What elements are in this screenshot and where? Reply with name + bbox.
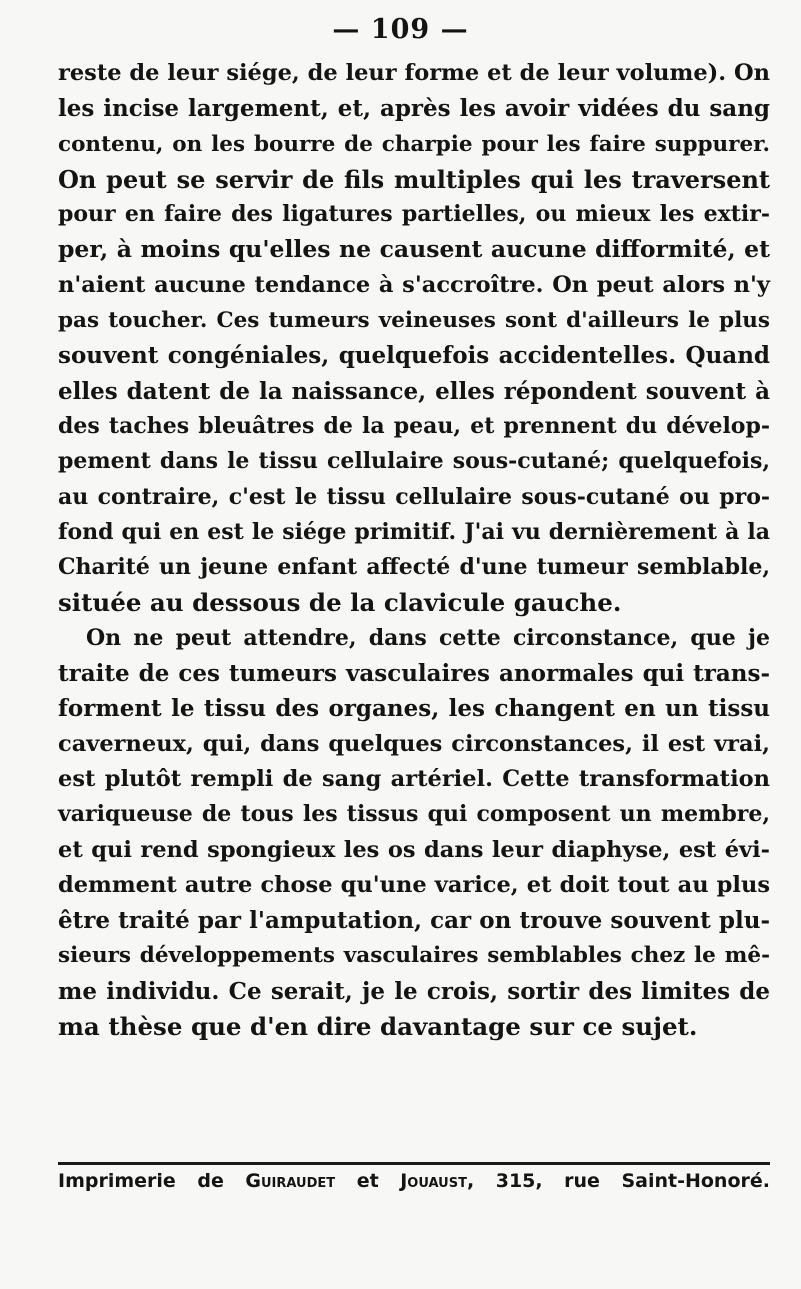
body-text (58, 56, 770, 1044)
text-line: Charité un jeune enfant affecté d'une tumeur semblable, (58, 554, 770, 581)
imprint-address: 315, rue Saint-Honoré. (495, 1170, 770, 1192)
text-line: sieurs développements vasculaires semblables chez le mê- (58, 943, 770, 969)
text-line: pement dans le tissu cellulaire sous-cutané; quelquefois, (58, 448, 770, 475)
text-line: des taches bleuâtres de la peau, et prennent du dévelop- (58, 412, 770, 439)
text-line: On ne peut attendre, dans cette circonstance, que je (86, 624, 770, 651)
text-line: pour en faire des ligatures partielles, ou mieux les extir- (58, 201, 770, 228)
page-number: — 109 — (332, 14, 469, 45)
text-line: les incise largement, et, après les avoir vidées du sang (58, 95, 770, 123)
text-line: per, à moins qu'elles ne causent aucune difformité, et (58, 235, 770, 264)
imprint-printer-1: Guiraudet (245, 1170, 336, 1192)
text-line: elles datent de la naissance, elles répondent souvent à (58, 377, 770, 405)
text-line: forment le tissu des organes, les changent en un tissu (58, 695, 770, 723)
text-line: caverneux, qui, dans quelques circonstances, il est vrai, (58, 730, 770, 757)
text-line: contenu, on les bourre de charpie pour les faire suppurer. (58, 131, 770, 157)
imprint-printer-2: Jouaust, (400, 1170, 475, 1192)
text-line: est plutôt rempli de sang artériel. Cette transformation (58, 765, 770, 792)
imprint-prefix: Imprimerie de (58, 1170, 224, 1192)
text-line: fond qui en est le siége primitif. J'ai vu dernièrement à la (58, 518, 770, 545)
printer-imprint (58, 1170, 770, 1192)
text-line: variqueuse de tous les tissus qui composent un membre, (58, 801, 770, 828)
text-line: On peut se servir de fils multiples qui les traversent (58, 164, 770, 194)
imprint-conjunction: et (356, 1170, 379, 1192)
text-line: être traité par l'amputation, car on trouve souvent plu- (58, 907, 770, 935)
text-line: ma thèse que d'en dire davantage sur ce sujet. (58, 1012, 698, 1042)
text-line: traite de ces tumeurs vasculaires anormales qui trans- (58, 660, 770, 688)
text-line: n'aient aucune tendance à s'accroître. On peut alors n'y (58, 271, 770, 298)
text-line: située au dessous de la clavicule gauche. (58, 588, 622, 618)
text-line: reste de leur siége, de leur forme et de leur volume). On (58, 60, 770, 86)
footer-rule (58, 1162, 770, 1165)
text-line: et qui rend spongieux les os dans leur diaphyse, est évi- (58, 836, 770, 863)
text-line: demment autre chose qu'une varice, et doit tout au plus (58, 871, 770, 898)
text-line: au contraire, c'est le tissu cellulaire sous-cutané ou pro- (58, 483, 770, 510)
text-line: me individu. Ce serait, je le crois, sortir des limites de (58, 977, 770, 1005)
text-line: pas toucher. Ces tumeurs veineuses sont d'ailleurs le plus (58, 308, 770, 334)
text-line: souvent congéniales, quelquefois accidentelles. Quand (58, 342, 770, 370)
